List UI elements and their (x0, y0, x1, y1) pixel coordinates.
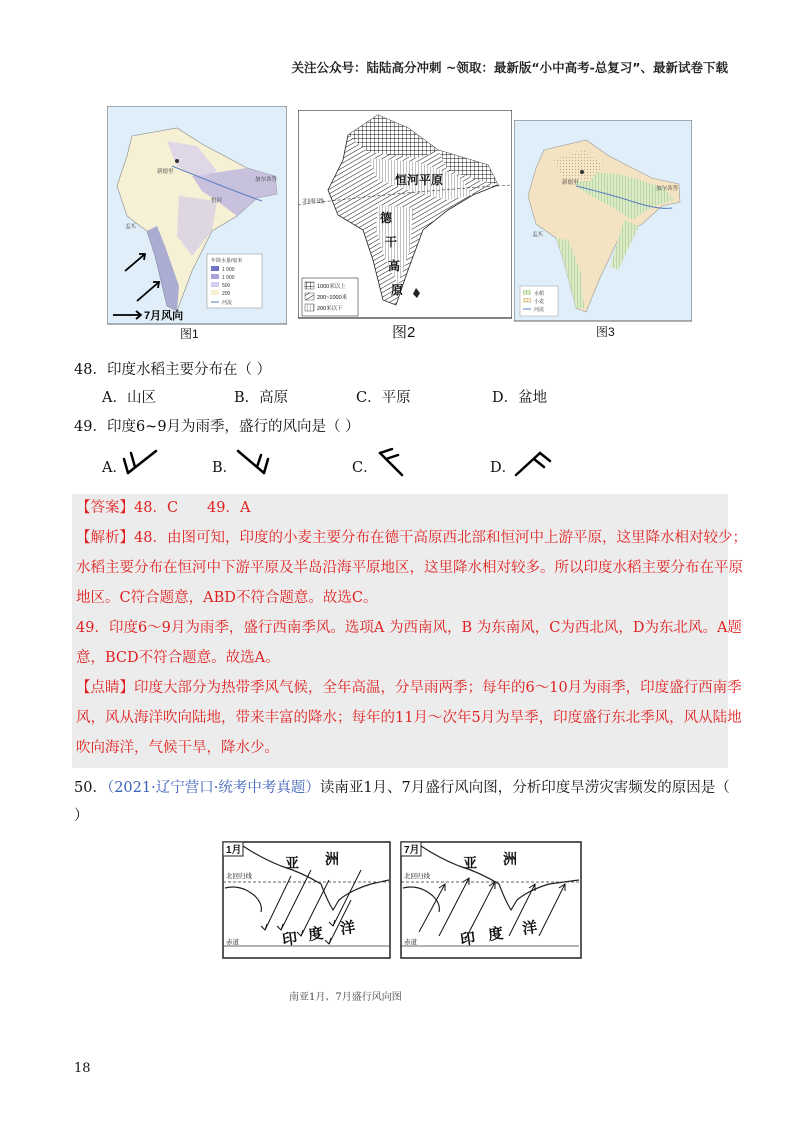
svg-text:孟买: 孟买 (532, 232, 544, 238)
page-number: 18 (74, 1061, 91, 1076)
svg-text:印: 印 (281, 930, 299, 949)
wind-symbol-southeast-icon (232, 447, 272, 477)
analysis-line: 49．印度6～9月为雨季，盛行西南季风。选项A 为西南风，B 为东南风，C为西北风，D为东北风。A题 (76, 620, 742, 636)
svg-text:亚: 亚 (463, 855, 477, 871)
analysis-line: 风，风从海洋吹向陆地，带来丰富的降水；每年的11月～次年5月为旱季，印度盛行东北季风，风从陆地 (76, 710, 742, 726)
svg-text:500: 500 (222, 283, 231, 289)
svg-text:1 000: 1 000 (222, 275, 235, 281)
fig1-river-label: 恒河 (211, 198, 223, 204)
svg-text:高: 高 (388, 259, 401, 273)
q48-option-c: C．平原 (356, 390, 411, 406)
q48-option-b: B．高原 (234, 390, 289, 406)
svg-text:小麦: 小麦 (534, 299, 545, 305)
svg-text:度: 度 (487, 925, 505, 944)
fig1-city-delhi: 新德里 (157, 169, 174, 175)
analysis-line: 【解析】48．由图可知，印度的小麦主要分布在德干高原西北部和恒河中上游平原，这里降水相对较少； (76, 530, 747, 546)
analysis-line: 水稻主要分布在恒河中下游平原及半岛沿海平原地区，这里降水相对较多。所以印度水稻主要分布在平原 (76, 560, 743, 576)
question-49-stem: 49．印度6~9月为雨季，盛行的风向是（ ） (74, 419, 360, 435)
analysis-line: 【点睛】印度大部分为热带季风气候，全年高温，分旱雨两季；每年的6～10月为雨季，印度盛行西南季 (76, 680, 742, 696)
wind-map-caption: 南亚1月、7月盛行风向图 (289, 992, 402, 1003)
svg-text:1月: 1月 (226, 845, 242, 856)
analysis-line: 意，BCD不符合题意。故选A。 (76, 650, 280, 666)
svg-text:洋: 洋 (339, 919, 357, 938)
figure-3-crop-map (514, 120, 692, 327)
svg-text:加尔各答: 加尔各答 (656, 186, 679, 192)
wind-symbol-southwest-icon (122, 447, 162, 477)
q48-option-d: D．盆地 (492, 390, 548, 406)
fig2-plain-label: 恒河平原 (395, 173, 444, 187)
svg-text:赤道: 赤道 (226, 939, 239, 946)
q49-option-c-label: C． (352, 460, 378, 476)
svg-text:亚: 亚 (285, 855, 299, 871)
svg-text:度: 度 (307, 925, 325, 944)
fig1-city-mumbai: 孟买 (125, 224, 137, 230)
svg-text:洋: 洋 (521, 919, 539, 938)
svg-text:北回归线: 北回归线 (226, 873, 252, 880)
analysis-line: 地区。C符合题意，ABD不符合题意。故选C。 (76, 590, 378, 606)
svg-text:原: 原 (391, 283, 404, 297)
svg-text:洲: 洲 (325, 851, 339, 867)
svg-text:7月: 7月 (404, 845, 420, 856)
svg-text:200: 200 (222, 291, 231, 297)
fig1-wind-label: 7月风向 (144, 310, 184, 322)
svg-text:干: 干 (385, 235, 398, 249)
question-50-close: ） (74, 808, 89, 824)
svg-text:洲: 洲 (503, 851, 517, 867)
svg-text:200米以下: 200米以下 (317, 306, 343, 312)
answer-analysis-block (72, 494, 747, 768)
svg-text:1000米以上: 1000米以上 (317, 284, 346, 290)
july-wind-map (401, 842, 581, 958)
fig1-city-kolkata: 加尔各答 (255, 177, 278, 183)
svg-text:1 000: 1 000 (222, 267, 235, 273)
q48-option-a: A．山区 (102, 390, 156, 406)
svg-text:德: 德 (380, 211, 393, 225)
svg-text:新德里: 新德里 (562, 180, 579, 186)
question-48-stem: 48．印度水稻主要分布在（ ） (74, 362, 272, 378)
q49-option-a-label: A． (102, 460, 127, 476)
svg-text:北回归线: 北回归线 (404, 873, 430, 880)
wind-symbol-northwest-icon (372, 447, 412, 479)
svg-text:水稻: 水稻 (534, 291, 545, 297)
figure-2-terrain-map (298, 110, 512, 324)
wind-symbol-northeast-icon (510, 447, 552, 477)
answer-line: 【答案】48．C 49．A (76, 500, 251, 516)
question-source: （2021·辽宁营口·统考中考真题） (106, 780, 320, 796)
fig2-tropic-label: 北回归线 (302, 199, 325, 205)
svg-text:印: 印 (459, 930, 477, 949)
figure-3-caption: 图3 (596, 325, 615, 339)
q49-option-d-label: D． (490, 460, 517, 476)
figure-1-caption: 图1 (180, 327, 199, 341)
figure-2-caption: 图2 (392, 324, 416, 341)
figure-wind-maps (221, 840, 583, 966)
question-50-stem: 50．（2021·辽宁营口·统考中考真题）读南亚1月、7月盛行风向图，分析印度旱涝灾害频发的原因是（ (74, 780, 730, 796)
q49-option-b-label: B． (212, 460, 238, 476)
analysis-line: 吹向海洋，气候干旱，降水少。 (76, 740, 279, 756)
fig1-legend-title: 年降水量/毫米 (211, 258, 243, 264)
svg-text:赤道: 赤道 (404, 939, 417, 946)
january-wind-map (223, 842, 390, 958)
svg-text:河流: 河流 (222, 300, 233, 306)
page-header: 关注公众号：陆陆高分冲刺 ~领取：最新版“小中高考-总复习”、最新试卷下载 (291, 60, 728, 75)
svg-text:200~1000米: 200~1000米 (317, 295, 348, 301)
figure-1-rainfall-map (107, 106, 287, 330)
svg-text:河流: 河流 (534, 307, 545, 313)
